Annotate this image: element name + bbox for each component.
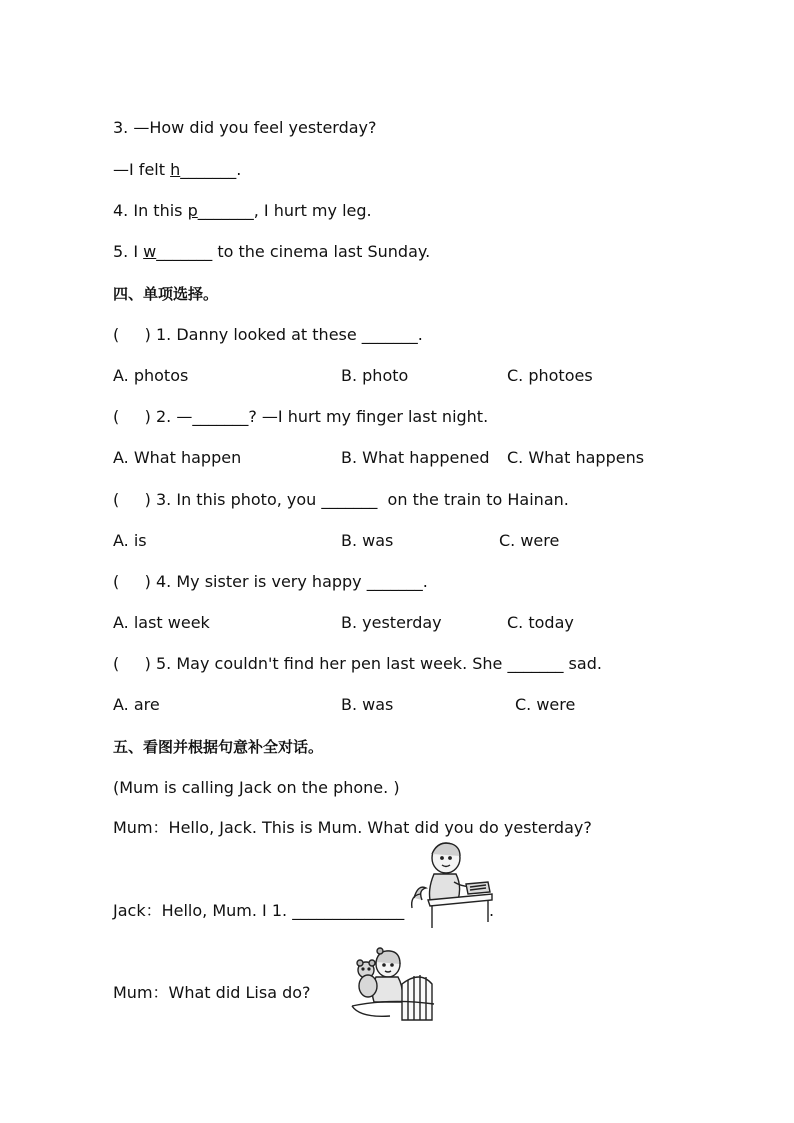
q3-suffix: . (236, 160, 242, 179)
boy-at-desk-illustration (408, 838, 496, 930)
q3-answer (113, 160, 241, 180)
mc-question-1: ( ) 1. Danny looked at these _______. (113, 325, 423, 344)
mc-question-5: ( ) 5. May couldn't find her pen last week. She _______ sad. (113, 654, 602, 673)
mc-q2-option-a: A. What happen (113, 448, 242, 467)
q5-blank: _______ (156, 242, 213, 261)
dialogue-line-jack-1 (113, 901, 495, 921)
dialogue-line-mum-2: Mum：What did Lisa do? (113, 983, 311, 1002)
answer-blank-1: ______________ (292, 901, 405, 920)
q4-letter-hint: p (187, 201, 198, 220)
mc-q5-option-b: B. was (341, 695, 394, 714)
girl-with-teddy-illustration (350, 944, 438, 1024)
mc-q3-option-a: A. is (113, 531, 147, 550)
mc-q1-option-c: C. photoes (507, 366, 593, 385)
mc-q5-option-c: C. were (515, 695, 576, 714)
q4-suffix: , I hurt my leg. (253, 201, 372, 220)
q4-blank: _______ (197, 201, 254, 220)
mc-q2-option-b: B. What happened (341, 448, 490, 467)
mc-question-2: ( ) 2. —_______? —I hurt my finger last night. (113, 407, 489, 426)
mc-q3-option-c: C. were (499, 531, 560, 550)
mc-q4-option-c: C. today (507, 613, 574, 632)
q3-question: 3. —How did you feel yesterday? (113, 118, 377, 137)
q3-letter-hint: h (170, 160, 181, 179)
jack-line-suffix: . (489, 901, 495, 920)
section-heading-part4: 四、单项选择。 (113, 285, 219, 303)
q5-letter-hint: w (143, 242, 157, 261)
q5-question (113, 242, 430, 262)
mc-q1-option-a: A. photos (113, 366, 189, 385)
q5-suffix: to the cinema last Sunday. (212, 242, 431, 261)
q5-prefix: 5. I (113, 242, 144, 261)
q3-blank: _______ (180, 160, 237, 179)
mc-q4-option-a: A. last week (113, 613, 210, 632)
mc-q3-option-b: B. was (341, 531, 394, 550)
mc-question-4: ( ) 4. My sister is very happy _______. (113, 572, 428, 591)
mc-q1-option-b: B. photo (341, 366, 409, 385)
mc-q4-option-b: B. yesterday (341, 613, 442, 632)
mc-q2-option-c: C. What happens (507, 448, 645, 467)
jack-line-prefix: Jack：Hello, Mum. I 1. (113, 901, 293, 920)
section-heading-part5: 五、看图并根据句意补全对话。 (113, 738, 324, 756)
q4-question (113, 201, 372, 221)
dialogue-line-mum-1: Mum：Hello, Jack. This is Mum. What did you do yesterday? (113, 818, 592, 837)
dialogue-intro: (Mum is calling Jack on the phone. ) (113, 778, 400, 797)
mc-question-3: ( ) 3. In this photo, you _______ on the train to Hainan. (113, 490, 569, 509)
q4-prefix: 4. In this (113, 201, 188, 220)
q3-prefix: —I felt (113, 160, 171, 179)
mc-q5-option-a: A. are (113, 695, 160, 714)
